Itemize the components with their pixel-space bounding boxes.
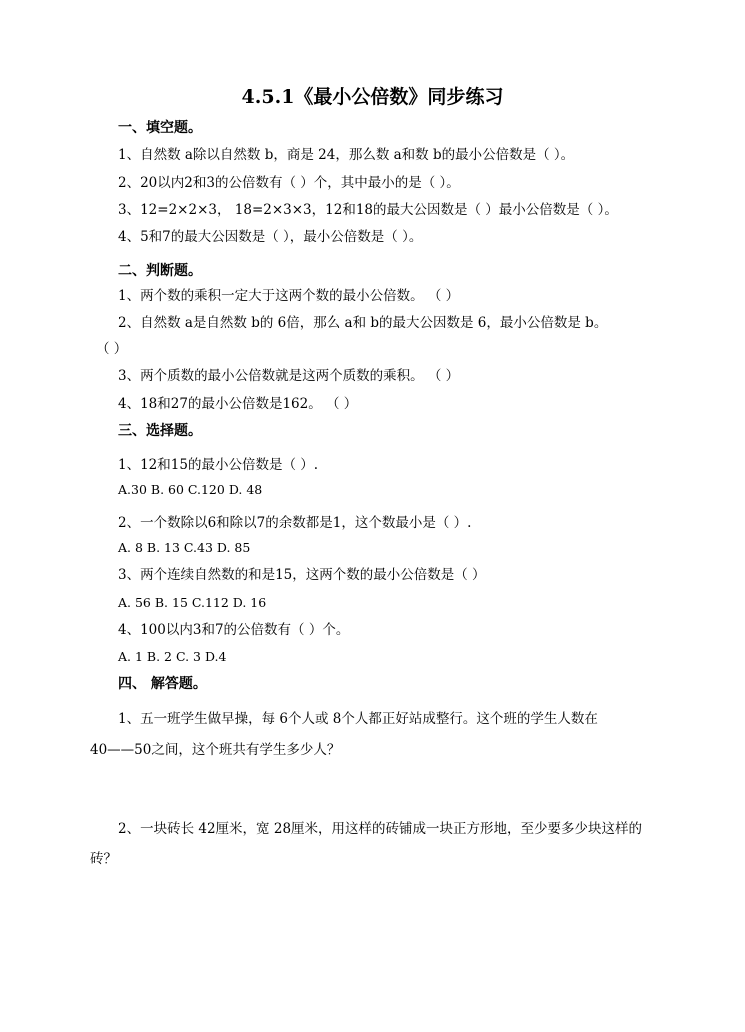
question-3-1: 1、12和15的最小公倍数是（ ）. — [118, 457, 319, 473]
question-3-2: 2、一个数除以6和除以7的余数都是1，这个数最小是（ ）. — [118, 515, 472, 531]
section-heading-fill-blank: 一、填空题。 — [118, 120, 202, 136]
question-3-2-options: A. 8 B. 13 C.43 D. 85 — [118, 540, 251, 555]
question-3-4: 4、100以内3和7的公倍数有（ ）个。 — [118, 622, 350, 638]
question-2-2-answer-blank: （ ） — [96, 341, 128, 357]
page-title: 4.5.1《最小公倍数》同步练习 — [241, 86, 504, 108]
question-3-3-options: A. 56 B. 15 C.112 D. 16 — [118, 595, 267, 610]
problem-4-2-line-2: 砖？ — [90, 851, 117, 867]
question-2-4: 4、18和27的最小公倍数是162。 （ ） — [118, 396, 358, 412]
question-1-3: 3、12=2×2×3， 18=2×3×3，12和18的最大公因数是（ ）最小公倍数是（ ）。 — [118, 202, 618, 218]
question-3-1-options: A.30 B. 60 C.120 D. 48 — [118, 482, 263, 497]
problem-4-1-line-2: 40——50之间，这个班共有学生多少人？ — [90, 742, 341, 758]
problem-4-2-line-1: 2、一块砖长 42厘米，宽 28厘米，用这样的砖铺成一块正方形地，至少要多少块这样的 — [118, 821, 643, 837]
section-heading-multiple-choice: 三、选择题。 — [118, 423, 202, 439]
question-3-4-options: A. 1 B. 2 C. 3 D.4 — [118, 649, 227, 664]
question-1-2: 2、20以内2和3的公倍数有（ ）个，其中最小的是（ ）。 — [118, 175, 460, 191]
question-1-4: 4、5和7的最大公因数是（ ），最小公倍数是（ ）。 — [118, 229, 423, 245]
section-heading-true-false: 二、判断题。 — [118, 263, 202, 279]
problem-4-1-line-1: 1、五一班学生做早操，每 6个人或 8个人都正好站成整行。这个班的学生人数在 — [118, 711, 598, 727]
question-2-1: 1、两个数的乘积一定大于这两个数的最小公倍数。 （ ） — [118, 288, 460, 304]
question-3-3: 3、两个连续自然数的和是15，这两个数的最小公倍数是（ ） — [118, 567, 486, 583]
question-2-2: 2、自然数 a是自然数 b的 6倍，那么 a和 b的最大公因数是 6，最小公倍数是 b。 — [118, 315, 608, 331]
question-2-3: 3、两个质数的最小公倍数就是这两个质数的乘积。 （ ） — [118, 368, 460, 384]
question-1-1: 1、自然数 a除以自然数 b，商是 24，那么数 a和数 b的最小公倍数是（ ）。 — [118, 147, 575, 163]
section-heading-word-problems: 四、 解答题。 — [118, 676, 207, 692]
